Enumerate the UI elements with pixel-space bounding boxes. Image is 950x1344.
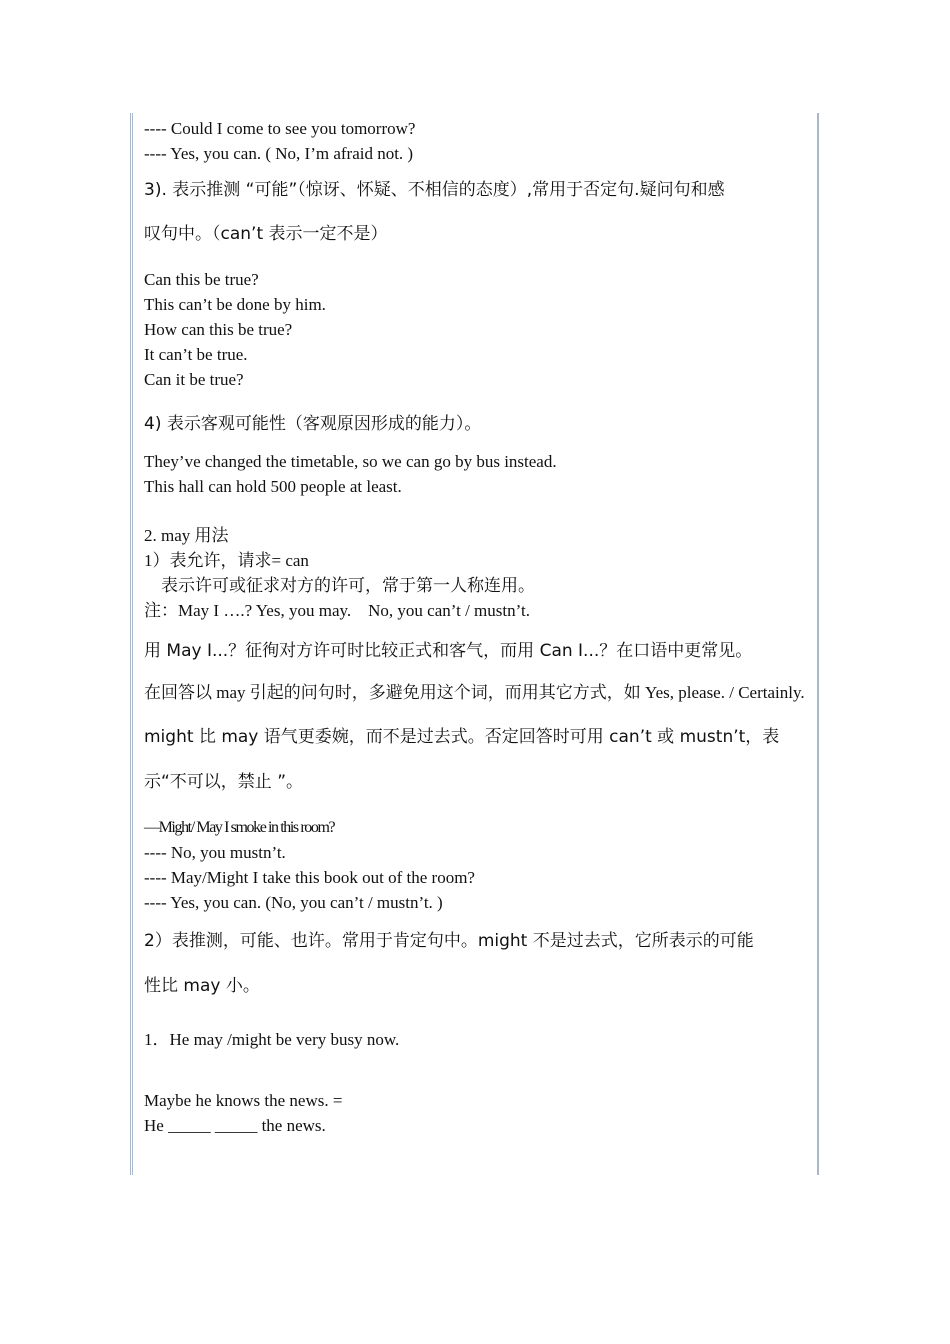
dialog-line-question: ---- Could I come to see you tomorrow?	[144, 119, 416, 138]
might-note-cont: 示“不可以，禁止 ”。	[144, 772, 304, 792]
may-rule-2: 2）表推测，可能、也许。常用于肯定句中。might 不是过去式，它所表示的可能	[144, 931, 754, 951]
dialog-line-answer: ---- Yes, you can. (No, you can’t / mustn’t. )	[144, 893, 443, 912]
may-formal-note: 用 May I...？征徇对方许可时比较正式和客气，而用 Can I...？在口语中更常见。	[144, 641, 753, 661]
example-line: Can this be true?	[144, 270, 259, 289]
may-rule-1-desc: 表示许可或征求对方的许可，常于第一人称连用。	[144, 576, 535, 595]
rule-3-heading-cont: 叹句中。（can’t 表示一定不是）	[144, 224, 388, 244]
example-line: This can’t be done by him.	[144, 295, 326, 314]
example-line: Can it be true?	[144, 370, 244, 389]
example-line: How can this be true?	[144, 320, 293, 339]
exercise-line: Maybe he knows the news. =	[144, 1091, 343, 1110]
rule-3-heading: 3). 表示推测 “可能”（惊讶、怀疑、不相信的态度）,常用于否定句.疑问句和感	[144, 180, 725, 200]
might-note: might 比 may 语气更委婉，而不是过去式。否定回答时可用 can’t 或 mustn’t，表	[144, 727, 780, 747]
rule-4-heading: 4) 表示客观可能性（客观原因形成的能力）。	[144, 414, 482, 434]
exercise-line: 1．He may /might be very busy now.	[144, 1030, 400, 1049]
dialog-line-answer: ---- No, you mustn’t.	[144, 843, 286, 862]
exercise-blank-line: He _____ _____ the news.	[144, 1116, 326, 1135]
section-heading-may: 2. may 用法	[144, 526, 229, 545]
example-line: It can’t be true.	[144, 345, 248, 364]
may-rule-2-cont: 性比 may 小。	[144, 976, 260, 996]
may-rule-1: 1）表允许，请求= can	[144, 551, 309, 570]
document-body	[144, 116, 808, 1138]
dialog-line-question: ---- May/Might I take this book out of the room?	[144, 868, 475, 887]
example-line: They’ve changed the timetable, so we can go by bus instead.	[144, 452, 557, 471]
example-line: This hall can hold 500 people at least.	[144, 477, 402, 496]
dialog-line-question: —Might/ May I smoke in this room?	[144, 819, 335, 836]
dialog-line-answer: ---- Yes, you can. ( No, I’m afraid not. )	[144, 144, 414, 163]
may-answer-note: 在回答以 may 引起的问句时，多避免用这个词，而用其它方式，如 Yes, please. / Certainly.	[144, 683, 805, 702]
may-note: 注：May I ….? Yes, you may. No, you can’t / mustn’t.	[144, 601, 530, 620]
